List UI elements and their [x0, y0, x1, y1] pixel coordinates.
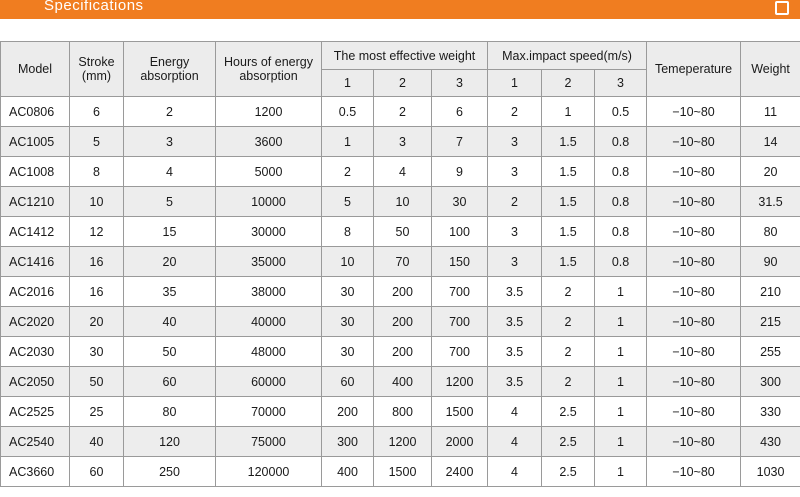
cell-temperature: −10~80: [647, 277, 741, 307]
cell-model: AC2030: [1, 337, 70, 367]
cell-speed-1: 3.5: [488, 337, 542, 367]
cell-weight-3: 2000: [432, 427, 488, 457]
cell-weight-3: 700: [432, 277, 488, 307]
cell-stroke: 12: [70, 217, 124, 247]
cell-speed-1: 3.5: [488, 367, 542, 397]
cell-hours-energy: 120000: [216, 457, 322, 487]
header-speed-sub-2: 2: [542, 70, 595, 97]
cell-stroke: 6: [70, 97, 124, 127]
cell-weight-3: 6: [432, 97, 488, 127]
table-row: [1, 277, 800, 307]
cell-weight-1: 0.5: [322, 97, 374, 127]
cell-speed-1: 3.5: [488, 277, 542, 307]
cell-speed-2: 2: [542, 277, 595, 307]
cell-speed-2: 2: [542, 337, 595, 367]
cell-weight: 14: [741, 127, 800, 157]
cell-weight-3: 2400: [432, 457, 488, 487]
cell-model: AC2020: [1, 307, 70, 337]
cell-weight-2: 200: [374, 337, 432, 367]
cell-model: AC1008: [1, 157, 70, 187]
cell-weight-1: 300: [322, 427, 374, 457]
table-row: [1, 337, 800, 367]
cell-temperature: −10~80: [647, 307, 741, 337]
table-row: [1, 367, 800, 397]
cell-stroke: 10: [70, 187, 124, 217]
cell-speed-3: 1: [595, 427, 647, 457]
cell-speed-3: 1: [595, 277, 647, 307]
cell-weight: 430: [741, 427, 800, 457]
cell-weight-1: 8: [322, 217, 374, 247]
specifications-banner: [0, 0, 800, 19]
cell-stroke: 60: [70, 457, 124, 487]
header-weight-sub-2: 2: [374, 70, 432, 97]
header-temperature: Temeperature: [647, 42, 741, 97]
table-row: [1, 217, 800, 247]
cell-speed-1: 2: [488, 97, 542, 127]
cell-speed-2: 1.5: [542, 217, 595, 247]
cell-model: AC3660: [1, 457, 70, 487]
cell-energy-absorption: 80: [124, 397, 216, 427]
cell-weight-3: 100: [432, 217, 488, 247]
cell-temperature: −10~80: [647, 367, 741, 397]
cell-weight-2: 70: [374, 247, 432, 277]
cell-speed-3: 0.8: [595, 217, 647, 247]
square-outline-icon[interactable]: [775, 1, 789, 15]
cell-energy-absorption: 60: [124, 367, 216, 397]
cell-weight-1: 1: [322, 127, 374, 157]
cell-model: AC1005: [1, 127, 70, 157]
cell-weight: 11: [741, 97, 800, 127]
header-speed-sub-1: 1: [488, 70, 542, 97]
cell-weight: 215: [741, 307, 800, 337]
cell-weight-2: 200: [374, 307, 432, 337]
cell-hours-energy: 10000: [216, 187, 322, 217]
cell-stroke: 25: [70, 397, 124, 427]
cell-weight-1: 30: [322, 337, 374, 367]
cell-speed-1: 3.5: [488, 307, 542, 337]
cell-hours-energy: 35000: [216, 247, 322, 277]
cell-weight-2: 1200: [374, 427, 432, 457]
cell-weight: 80: [741, 217, 800, 247]
cell-weight-2: 10: [374, 187, 432, 217]
header-effective-weight: The most effective weight: [322, 42, 488, 70]
cell-hours-energy: 60000: [216, 367, 322, 397]
cell-temperature: −10~80: [647, 337, 741, 367]
cell-weight: 31.5: [741, 187, 800, 217]
table-row: [1, 187, 800, 217]
cell-energy-absorption: 2: [124, 97, 216, 127]
table-row: [1, 457, 800, 487]
cell-weight-1: 5: [322, 187, 374, 217]
cell-weight: 330: [741, 397, 800, 427]
header-weight: Weight: [741, 42, 800, 97]
cell-weight-2: 200: [374, 277, 432, 307]
cell-weight-1: 200: [322, 397, 374, 427]
cell-stroke: 8: [70, 157, 124, 187]
cell-stroke: 16: [70, 247, 124, 277]
cell-weight-1: 10: [322, 247, 374, 277]
cell-weight-2: 2: [374, 97, 432, 127]
cell-speed-2: 2.5: [542, 427, 595, 457]
cell-stroke: 40: [70, 427, 124, 457]
cell-hours-energy: 48000: [216, 337, 322, 367]
cell-hours-energy: 30000: [216, 217, 322, 247]
cell-speed-1: 4: [488, 457, 542, 487]
cell-energy-absorption: 4: [124, 157, 216, 187]
cell-speed-2: 1: [542, 97, 595, 127]
cell-model: AC2050: [1, 367, 70, 397]
cell-speed-1: 2: [488, 187, 542, 217]
cell-weight-2: 50: [374, 217, 432, 247]
cell-model: AC2525: [1, 397, 70, 427]
cell-model: AC0806: [1, 97, 70, 127]
cell-speed-3: 1: [595, 397, 647, 427]
cell-temperature: −10~80: [647, 157, 741, 187]
header-weight-sub-3: 3: [432, 70, 488, 97]
cell-speed-3: 1: [595, 337, 647, 367]
header-stroke-text: Stroke (mm): [78, 55, 115, 83]
cell-weight: 255: [741, 337, 800, 367]
cell-stroke: 5: [70, 127, 124, 157]
cell-speed-3: 0.5: [595, 97, 647, 127]
table-row: [1, 427, 800, 457]
cell-hours-energy: 3600: [216, 127, 322, 157]
cell-speed-2: 2.5: [542, 397, 595, 427]
cell-weight-1: 60: [322, 367, 374, 397]
header-energy-text: Energy absorption: [140, 55, 199, 83]
cell-energy-absorption: 5: [124, 187, 216, 217]
cell-speed-1: 4: [488, 427, 542, 457]
cell-speed-1: 4: [488, 397, 542, 427]
cell-stroke: 50: [70, 367, 124, 397]
cell-weight-2: 4: [374, 157, 432, 187]
table-row: [1, 157, 800, 187]
cell-energy-absorption: 35: [124, 277, 216, 307]
cell-weight-1: 30: [322, 307, 374, 337]
cell-speed-2: 1.5: [542, 127, 595, 157]
cell-temperature: −10~80: [647, 187, 741, 217]
header-stroke: [70, 42, 124, 97]
cell-weight-1: 2: [322, 157, 374, 187]
cell-stroke: 20: [70, 307, 124, 337]
cell-energy-absorption: 120: [124, 427, 216, 457]
cell-weight-3: 7: [432, 127, 488, 157]
cell-weight-3: 700: [432, 307, 488, 337]
cell-weight: 300: [741, 367, 800, 397]
cell-speed-3: 1: [595, 367, 647, 397]
cell-temperature: −10~80: [647, 97, 741, 127]
cell-hours-energy: 1200: [216, 97, 322, 127]
header-model: Model: [1, 42, 70, 97]
header-hours-energy: [216, 42, 322, 97]
cell-weight-3: 9: [432, 157, 488, 187]
cell-weight: 1030: [741, 457, 800, 487]
cell-weight: 90: [741, 247, 800, 277]
cell-speed-2: 2: [542, 367, 595, 397]
cell-speed-2: 1.5: [542, 247, 595, 277]
cell-weight-3: 1500: [432, 397, 488, 427]
cell-weight-1: 30: [322, 277, 374, 307]
cell-speed-1: 3: [488, 157, 542, 187]
cell-speed-1: 3: [488, 247, 542, 277]
table-row: [1, 97, 800, 127]
table-row: [1, 307, 800, 337]
cell-weight-2: 400: [374, 367, 432, 397]
cell-model: AC1210: [1, 187, 70, 217]
cell-speed-3: 1: [595, 307, 647, 337]
cell-speed-1: 3: [488, 127, 542, 157]
header-speed-sub-3: 3: [595, 70, 647, 97]
cell-weight: 210: [741, 277, 800, 307]
table-row: [1, 397, 800, 427]
cell-hours-energy: 5000: [216, 157, 322, 187]
cell-weight-2: 1500: [374, 457, 432, 487]
cell-model: AC2540: [1, 427, 70, 457]
cell-weight-2: 3: [374, 127, 432, 157]
cell-hours-energy: 70000: [216, 397, 322, 427]
specifications-table: [0, 41, 800, 487]
cell-hours-energy: 38000: [216, 277, 322, 307]
cell-temperature: −10~80: [647, 247, 741, 277]
cell-weight-3: 700: [432, 337, 488, 367]
cell-speed-1: 3: [488, 217, 542, 247]
table-row: [1, 127, 800, 157]
cell-stroke: 16: [70, 277, 124, 307]
cell-stroke: 30: [70, 337, 124, 367]
cell-energy-absorption: 15: [124, 217, 216, 247]
cell-energy-absorption: 50: [124, 337, 216, 367]
cell-hours-energy: 75000: [216, 427, 322, 457]
header-max-impact-speed: Max.impact speed(m/s): [488, 42, 647, 70]
cell-speed-2: 1.5: [542, 157, 595, 187]
cell-model: AC1416: [1, 247, 70, 277]
cell-weight-3: 1200: [432, 367, 488, 397]
header-hours-text: Hours of energy absorption: [224, 55, 313, 83]
header-energy-absorption: [124, 42, 216, 97]
cell-model: AC1412: [1, 217, 70, 247]
cell-speed-3: 0.8: [595, 247, 647, 277]
cell-speed-3: 0.8: [595, 127, 647, 157]
cell-model: AC2016: [1, 277, 70, 307]
cell-speed-3: 0.8: [595, 157, 647, 187]
cell-speed-2: 2: [542, 307, 595, 337]
cell-energy-absorption: 250: [124, 457, 216, 487]
cell-weight-3: 30: [432, 187, 488, 217]
cell-temperature: −10~80: [647, 217, 741, 247]
cell-energy-absorption: 3: [124, 127, 216, 157]
cell-speed-2: 1.5: [542, 187, 595, 217]
cell-energy-absorption: 40: [124, 307, 216, 337]
banner-title: Specifications: [44, 0, 144, 14]
spacer: [0, 19, 800, 41]
cell-energy-absorption: 20: [124, 247, 216, 277]
table-row: [1, 247, 800, 277]
header-weight-sub-1: 1: [322, 70, 374, 97]
cell-speed-3: 1: [595, 457, 647, 487]
cell-temperature: −10~80: [647, 127, 741, 157]
cell-weight-3: 150: [432, 247, 488, 277]
cell-weight: 20: [741, 157, 800, 187]
cell-speed-2: 2.5: [542, 457, 595, 487]
cell-temperature: −10~80: [647, 397, 741, 427]
cell-temperature: −10~80: [647, 427, 741, 457]
cell-weight-1: 400: [322, 457, 374, 487]
cell-weight-2: 800: [374, 397, 432, 427]
cell-speed-3: 0.8: [595, 187, 647, 217]
cell-hours-energy: 40000: [216, 307, 322, 337]
cell-temperature: −10~80: [647, 457, 741, 487]
